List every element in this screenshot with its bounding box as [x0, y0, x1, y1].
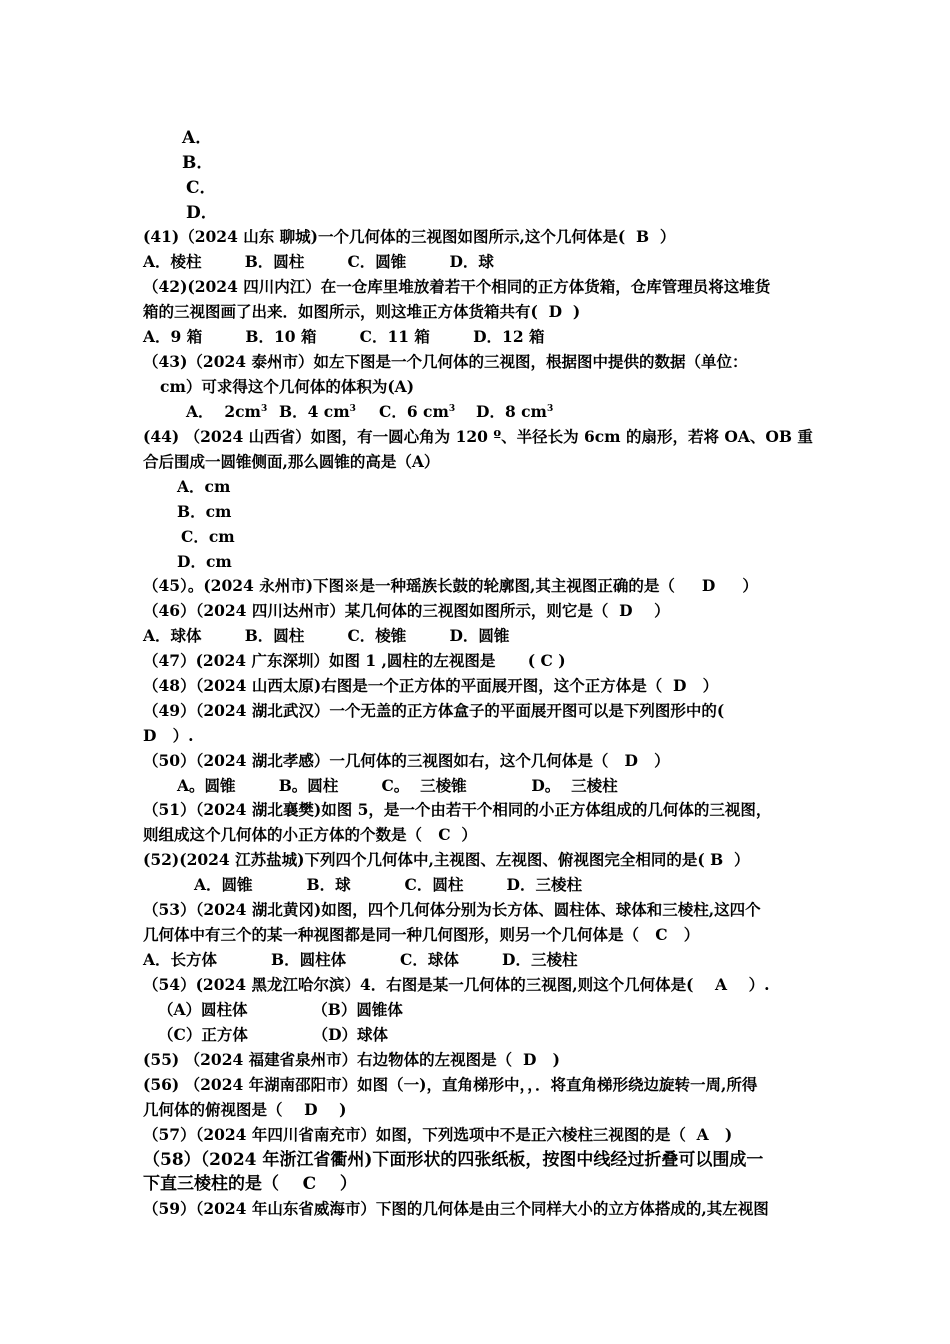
q43-option-d: D．8 $cm^3$	[476, 402, 554, 421]
q42-options: A．9 箱 B．10 箱 C．11 箱 D．12 箱	[143, 327, 545, 346]
q43-stem-2: cm）可求得这个几何体的体积为(A)	[160, 377, 415, 396]
q53-stem-2: 几何体中有三个的某一种视图都是同一种几何图形，则另一个几何体是（ C ）	[143, 925, 700, 944]
q54-options-2: （C）正方体 （D）球体	[158, 1025, 389, 1044]
q52-stem: (52)(2024 江苏盐城)下列四个几何体中,主视图、左视图、俯视图完全相同的是( B ）	[143, 850, 750, 869]
q53-options: A．长方体 B．圆柱体 C．球体 D．三棱柱	[143, 950, 578, 969]
q47-stem: （47）(2024 广东深圳）如图 1 ,圆柱的左视图是 ( C )	[143, 651, 566, 670]
q43-option-c: C．6 $cm^3$	[379, 402, 456, 421]
q54-stem: （54）(2024 黑龙江哈尔滨）4．右图是某一几何体的三视图,则这个几何体是( A ）.	[143, 975, 770, 994]
q45-stem: （45）。(2024 永州市)下图※是一种瑶族长鼓的轮廓图,其主视图正确的是（ D ）	[143, 576, 758, 595]
option-a: A．	[182, 128, 213, 148]
q46-stem: （46）（2024 四川达州市）某几何体的三视图如图所示，则它是（ D ）	[143, 601, 670, 620]
q44-option-a: A．cm	[177, 477, 231, 496]
q42-stem-1: （42)(2024 四川内江）在一仓库里堆放着若干个相同的正方体货箱，仓库管理员将这堆货	[143, 277, 771, 296]
q43-option-a: A． $2cm^3$	[186, 402, 268, 421]
q46-options: A．球体 B．圆柱 C．棱锥 D．圆锥	[143, 626, 510, 645]
q57-stem: （57）（2024 年四川省南充市）如图，下列选项中不是正六棱柱三视图的是（ A )	[143, 1125, 733, 1144]
q56-stem-1: (56) （2024 年湖南邵阳市）如图（一)，直角梯形中，，．将直角梯形绕边旋转一周,所得	[143, 1075, 758, 1094]
option-c: C．	[186, 178, 217, 198]
q58-stem-1: （58）（2024 年浙江省衢州)下面形状的四张纸板，按图中线经过折叠可以围成一	[143, 1150, 764, 1170]
q53-stem-1: （53）（2024 湖北黄冈)如图，四个几何体分别为长方体、圆柱体、球体和三棱柱,这四个	[143, 900, 761, 919]
q50-stem: （50）（2024 湖北孝感）一几何体的三视图如右，这个几何体是（ D ）	[143, 751, 670, 770]
q50-options: A。圆锥 B。圆柱 C。 三棱锥 D。 三棱柱	[177, 776, 618, 795]
q51-stem-1: （51）（2024 湖北襄樊)如图 5，是一个由若干个相同的小正方体组成的几何体的三视图，	[143, 800, 772, 819]
q44-option-d: D．cm	[177, 552, 232, 571]
q58-stem-2: 下直三棱柱的是（ C ）	[143, 1174, 357, 1194]
q49-stem-1: （49）（2024 湖北武汉）一个无盖的正方体盒子的平面展开图可以是下列图形中的(	[143, 701, 725, 720]
q41-stem: (41)（2024 山东 聊城)一个几何体的三视图如图所示,这个几何体是( B ）	[143, 227, 676, 246]
q51-stem-2: 则组成这个几何体的小正方体的个数是（ C ）	[143, 825, 477, 844]
q52-options: A．圆锥 B．球 C．圆柱 D．三棱柱	[194, 875, 583, 894]
q44-stem-2: 合后围成一圆锥侧面,那么圆锥的高是（A）	[143, 452, 440, 471]
q54-options-1: （A）圆柱体 （B）圆锥体	[158, 1000, 403, 1019]
option-d: D．	[186, 203, 218, 223]
q49-stem-2: D ）.	[143, 726, 194, 745]
q56-stem-2: 几何体的俯视图是（ D )	[143, 1100, 347, 1119]
q44-option-b: B．cm	[177, 502, 232, 521]
q43-option-b: B．4 $cm^3$	[279, 402, 356, 421]
q48-stem: （48）（2024 山西太原)右图是一个正方体的平面展开图，这个正方体是（ D ）	[143, 676, 719, 695]
option-b: B．	[182, 153, 214, 173]
q55-stem: (55) （2024 福建省泉州市）右边物体的左视图是（ D )	[143, 1050, 560, 1069]
q44-option-c: C．cm	[181, 527, 235, 546]
q42-stem-2: 箱的三视图画了出来．如图所示，则这堆正方体货箱共有( D )	[143, 302, 581, 321]
q41-options: A．棱柱 B．圆柱 C．圆锥 D．球	[143, 252, 494, 271]
q59-stem: （59）（2024 年山东省威海市）下图的几何体是由三个同样大小的立方体搭成的,其左视图	[143, 1199, 769, 1218]
q43-stem-1: （43)（2024 泰州市）如左下图是一个几何体的三视图，根据图中提供的数据（单位：	[143, 352, 748, 371]
q44-stem-1: (44) （2024 山西省）如图，有一圆心角为 120 º、半径长为 6cm 的扇形，若将 OA、OB 重	[143, 427, 813, 446]
